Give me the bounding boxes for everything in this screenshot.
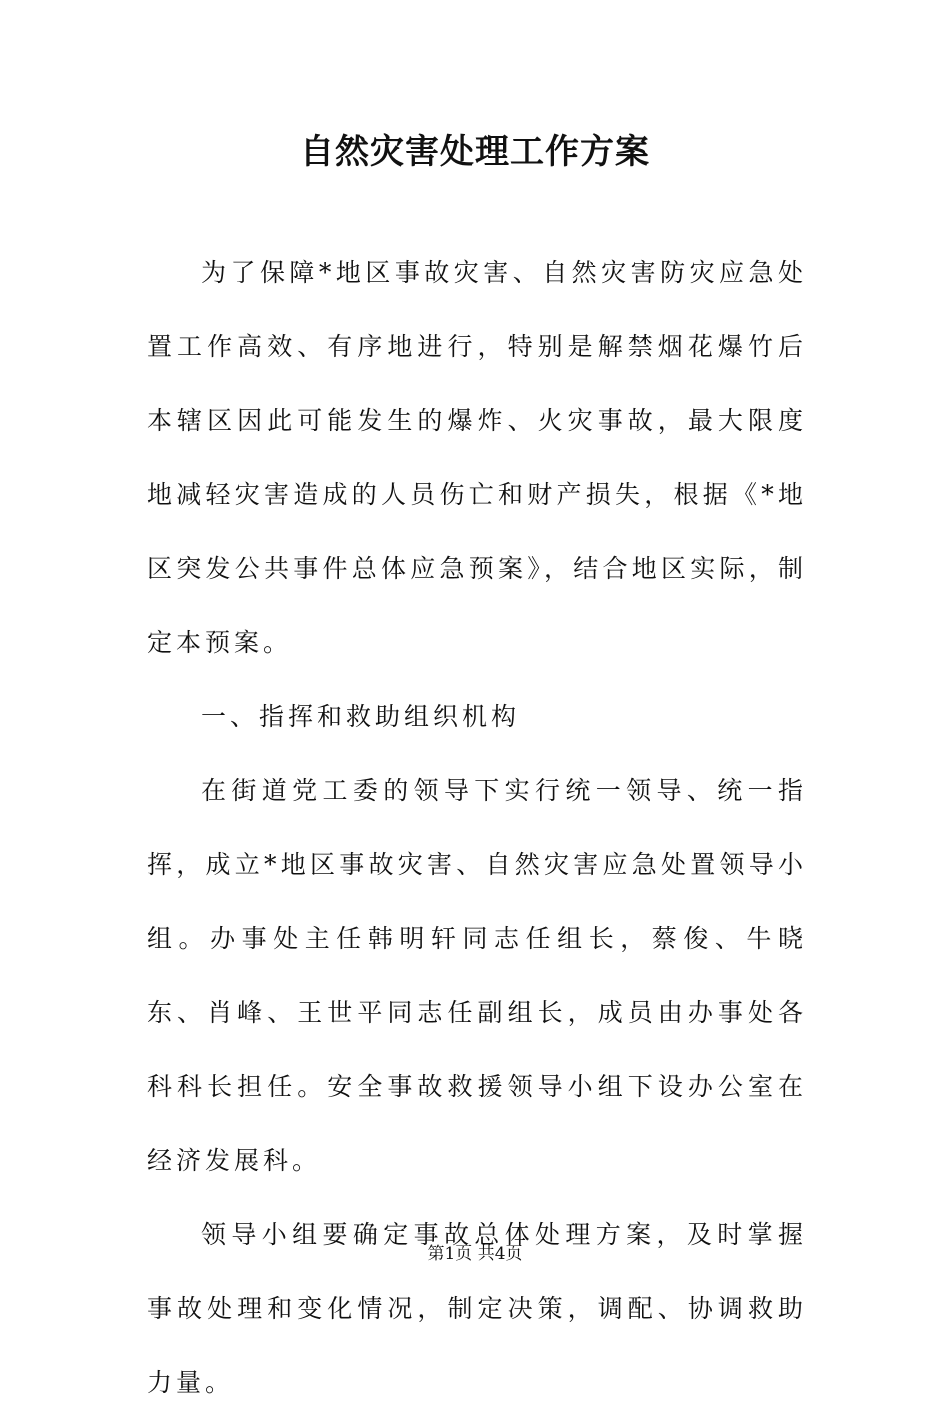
section-heading-command-organization: 一、指挥和救助组织机构 [201,702,521,731]
paragraph-leadership-group: 在街道党工委的领导下实行统一领导、统一指挥，成立*地区事故灾害、自然灾害应急处置领导小组。办事处主任韩明轩同志任组长，蔡俊、牛晓东、肖峰、王世平同志任副组长，成员由办事处各科科长担任。安全事故救援领导小组下设办公室在经济发展科。 [147,776,807,1175]
document-title: 自然灾害处理工作方案 [300,132,650,172]
paragraph-intro: 为了保障*地区事故灾害、自然灾害防灾应急处置工作高效、有序地进行，特别是解禁烟花爆竹后本辖区因此可能发生的爆炸、火灾事故，最大限度地减轻灾害造成的人员伤亡和财产损失，根据《*地区突发公共事件总体应急预案》，结合地区实际，制定本预案。 [147,258,807,657]
paragraph-group-duties: 领导小组要确定事故总体处理方案，及时掌握事故处理和变化情况，制定决策，调配、协调救助力量。 [147,1220,807,1397]
page-number-footer: 第1页 共4页 [427,1244,523,1264]
